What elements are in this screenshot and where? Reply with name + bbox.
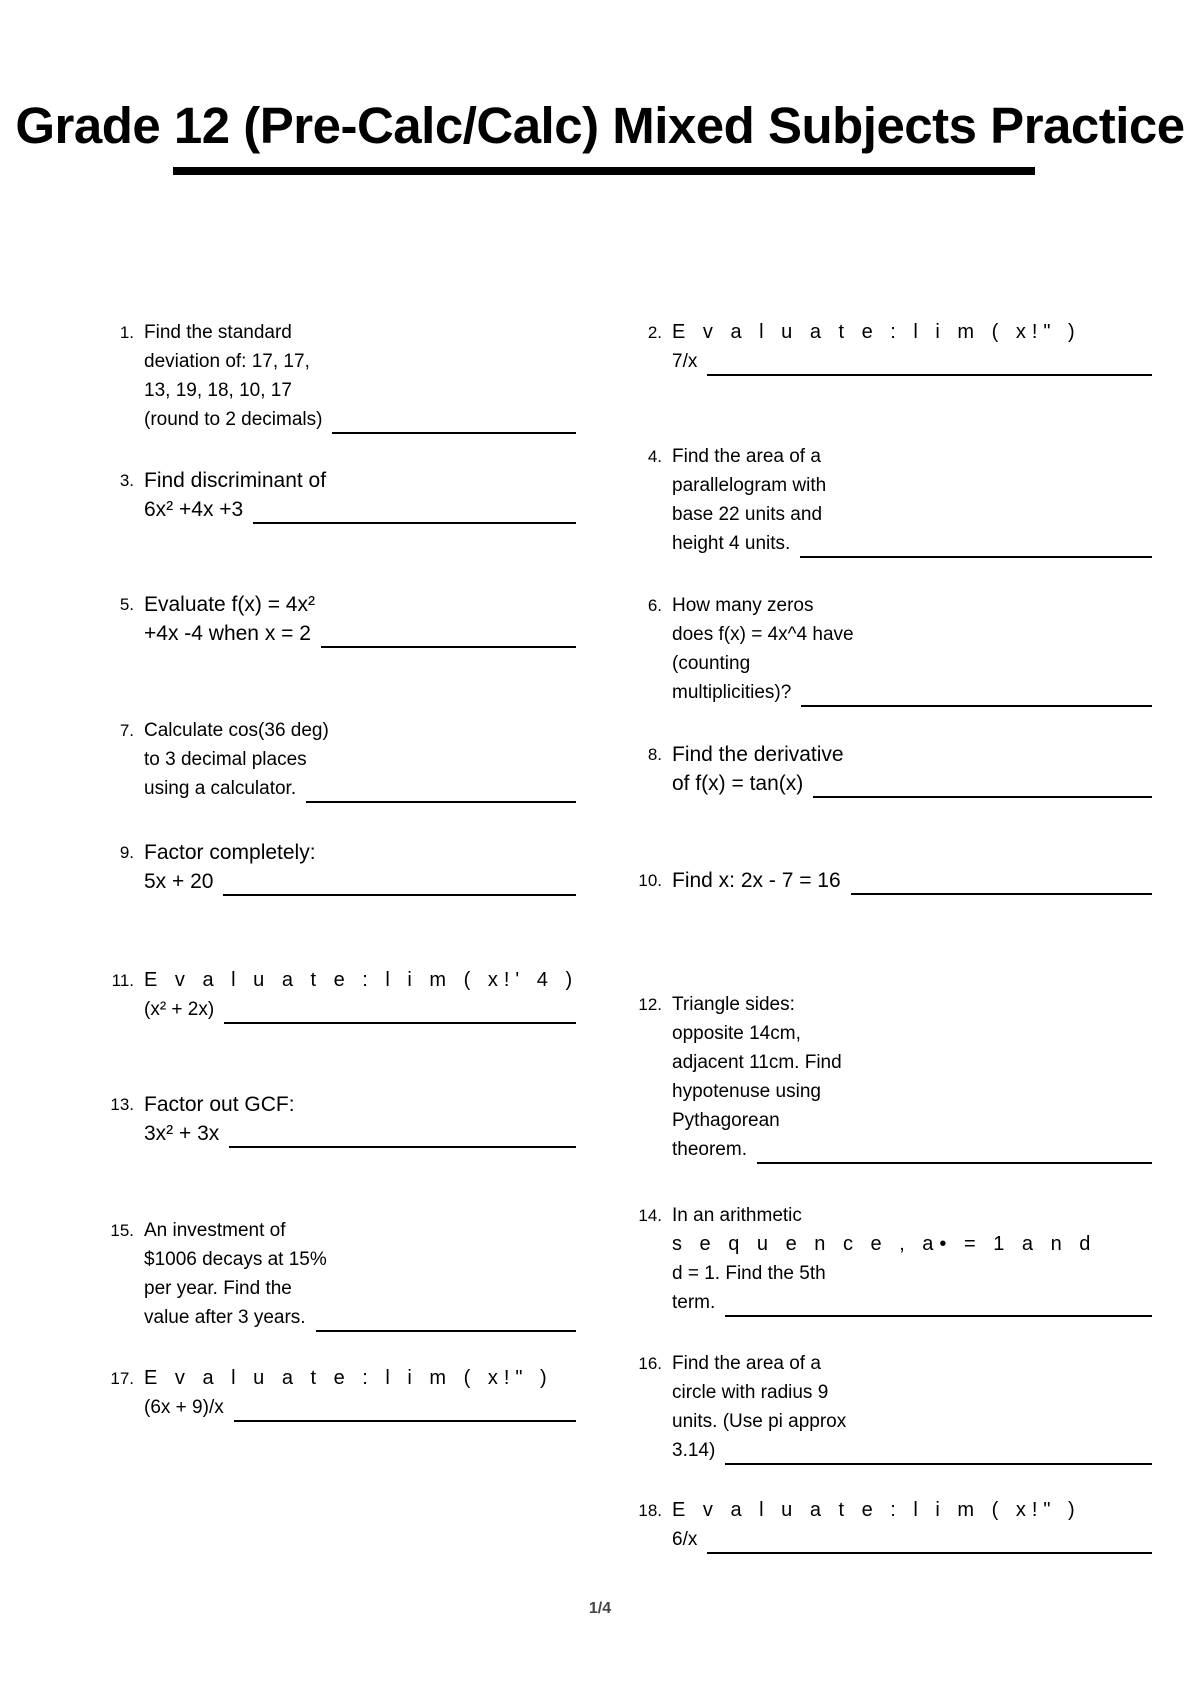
page-number: 1/4 [588,1600,612,1617]
question-number: 9. [119,843,134,862]
question-text: circle with radius 9 [672,1382,829,1403]
question-text: parallelogram with [672,475,827,496]
question-text: 6/x [672,1529,698,1550]
question-number: 15. [110,1221,134,1240]
question-number: 10. [638,871,662,890]
answer-blank[interactable] [229,1126,576,1148]
question-text: 7/x [672,351,698,372]
question-text: opposite 14cm, [672,1023,801,1044]
question-text: 13, 19, 18, 10, 17 [144,380,292,401]
question-text: height 4 units. [672,533,791,554]
answer-blank[interactable] [316,1310,576,1332]
question-text: (round to 2 decimals) [144,409,323,430]
question-text: +4x -4 when x = 2 [144,622,311,645]
answer-blank[interactable] [757,1142,1152,1164]
answer-row [672,1525,1152,1554]
answer-blank[interactable] [223,874,576,896]
answer-row [672,678,1152,707]
answer-blank[interactable] [224,1002,576,1024]
question-text: In an arithmetic [672,1205,802,1226]
question-text: adjacent 11cm. Find [672,1052,842,1073]
question-text: d = 1. Find the 5th [672,1263,826,1284]
question-text: Calculate cos(36 deg) [144,720,329,741]
question-text: An investment of [144,1220,286,1241]
answer-blank[interactable] [306,781,576,803]
question-text: hypotenuse using [672,1081,821,1102]
question-text: term. [672,1292,716,1313]
answer-row [144,619,576,648]
answer-row [672,347,1152,376]
answer-row [144,774,576,803]
answer-blank[interactable] [234,1400,576,1422]
answer-blank[interactable] [813,776,1152,798]
question-number: 18. [638,1501,662,1520]
question-text: E v a l u a t e : l i m ( x!' 4 ) [144,969,579,991]
question-text: Find the area of a [672,1353,821,1374]
question-text: How many zeros [672,595,814,616]
question-text: using a calculator. [144,778,297,799]
question-text: E v a l u a t e : l i m ( x!" ) [672,1499,1081,1521]
answer-blank[interactable] [707,1532,1152,1554]
answer-row [144,995,576,1024]
question-number: 11. [111,971,134,990]
page-title: Grade 12 (Pre-Calc/Calc) Mixed Subjects Practice [15,97,1185,154]
question-text: Find x: 2x - 7 = 16 [672,869,841,892]
answer-blank[interactable] [332,412,576,434]
question-text: Factor out GCF: [144,1093,295,1116]
title-underline [173,167,1035,175]
question-text: Evaluate f(x) = 4x² [144,593,315,616]
question-text: theorem. [672,1139,747,1160]
question-number: 16. [638,1354,662,1373]
answer-row [144,867,576,896]
question-number: 14. [638,1206,662,1225]
question-text: does f(x) = 4x^4 have [672,624,854,645]
question-number: 3. [119,471,134,490]
answer-blank[interactable] [851,873,1152,895]
answer-row [672,1135,1152,1164]
question-text: (6x + 9)/x [144,1397,224,1418]
question-text: 5x + 20 [144,870,214,893]
answer-blank[interactable] [801,685,1152,707]
answer-blank[interactable] [725,1295,1152,1317]
question-text: to 3 decimal places [144,749,307,770]
question-text: 6x² +4x +3 [144,498,244,521]
answer-row [144,1393,576,1422]
answer-blank[interactable] [321,626,576,648]
question-text: E v a l u a t e : l i m ( x!" ) [672,321,1081,343]
question-text: deviation of: 17, 17, [144,351,310,372]
question-text: E v a l u a t e : l i m ( x!" ) [144,1367,553,1389]
question-text: 3.14) [672,1440,716,1461]
answer-blank[interactable] [253,502,576,524]
answer-row [672,1436,1152,1465]
answer-blank[interactable] [707,354,1152,376]
question-text: Pythagorean [672,1110,780,1131]
answer-blank[interactable] [800,536,1152,558]
question-text: Factor completely: [144,841,316,864]
question-number: 17. [110,1369,134,1388]
question-text: multiplicities)? [672,682,792,703]
question-text: Find the derivative [672,743,844,766]
question-text: Find the area of a [672,446,821,467]
question-number: 4. [647,447,662,466]
answer-row [672,769,1152,798]
question-text: (counting [672,653,751,674]
answer-row [144,495,576,524]
question-text: base 22 units and [672,504,823,525]
question-number: 5. [119,595,134,614]
question-number: 7. [119,721,134,740]
answer-row [672,529,1152,558]
question-text: Find discriminant of [144,469,327,492]
question-text: Find the standard [144,322,292,343]
question-text: of f(x) = tan(x) [672,772,804,795]
question-number: 6. [647,596,662,615]
question-text: units. (Use pi approx [672,1411,847,1432]
answer-row [144,1303,576,1332]
question-text: Triangle sides: [672,994,795,1015]
answer-row [144,1119,576,1148]
question-text: $1006 decays at 15% [144,1249,327,1270]
question-number: 2. [647,323,662,342]
question-number: 12. [638,995,662,1014]
question-number: 1. [119,323,134,342]
answer-row [672,1288,1152,1317]
question-text: (x² + 2x) [144,999,215,1020]
answer-row [144,405,576,434]
question-text: per year. Find the [144,1278,292,1299]
answer-row [672,866,1152,895]
question-text: 3x² + 3x [144,1122,220,1145]
question-number: 13. [110,1095,134,1114]
answer-blank[interactable] [725,1443,1152,1465]
question-text: s e q u e n c e , a• = 1 a n d [672,1233,1097,1255]
question-text: value after 3 years. [144,1307,306,1328]
question-number: 8. [647,745,662,764]
